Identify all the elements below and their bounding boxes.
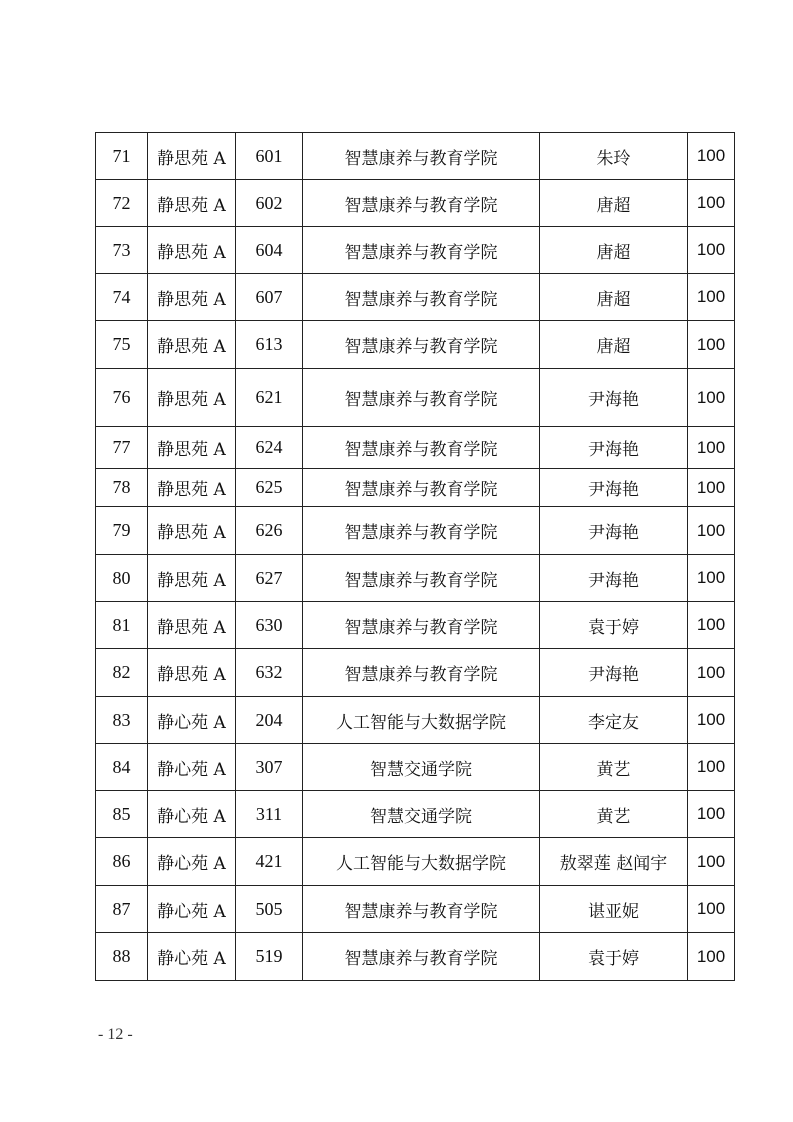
cell-building: 静心苑 A (148, 697, 236, 744)
cell-building: 静思苑 A (148, 180, 236, 227)
cell-serial-number: 82 (96, 649, 148, 697)
cell-score: 100 (688, 602, 735, 649)
cell-building: 静思苑 A (148, 321, 236, 369)
cell-room-number: 607 (236, 274, 303, 321)
cell-room-number: 519 (236, 933, 303, 981)
cell-college: 智慧康养与教育学院 (303, 133, 540, 180)
cell-serial-number: 85 (96, 791, 148, 838)
cell-counselor: 尹海艳 (540, 369, 688, 427)
cell-room-number: 505 (236, 886, 303, 933)
cell-building: 静思苑 A (148, 507, 236, 555)
cell-counselor: 尹海艳 (540, 469, 688, 507)
cell-counselor: 黄艺 (540, 791, 688, 838)
cell-college: 智慧康养与教育学院 (303, 369, 540, 427)
table-row (96, 274, 735, 321)
cell-counselor: 黄艺 (540, 744, 688, 791)
cell-serial-number: 75 (96, 321, 148, 369)
table-row (96, 369, 735, 427)
table-row (96, 180, 735, 227)
cell-room-number: 632 (236, 649, 303, 697)
table-row (96, 838, 735, 886)
cell-college: 智慧康养与教育学院 (303, 649, 540, 697)
cell-room-number: 311 (236, 791, 303, 838)
cell-college: 人工智能与大数据学院 (303, 838, 540, 886)
cell-building: 静思苑 A (148, 227, 236, 274)
cell-room-number: 604 (236, 227, 303, 274)
cell-serial-number: 83 (96, 697, 148, 744)
cell-serial-number: 71 (96, 133, 148, 180)
cell-college: 智慧康养与教育学院 (303, 507, 540, 555)
cell-college: 智慧康养与教育学院 (303, 602, 540, 649)
cell-serial-number: 77 (96, 427, 148, 469)
cell-serial-number: 79 (96, 507, 148, 555)
cell-building: 静思苑 A (148, 602, 236, 649)
cell-room-number: 624 (236, 427, 303, 469)
cell-counselor: 唐超 (540, 227, 688, 274)
page-number: - 12 - (98, 1026, 133, 1043)
cell-college: 智慧康养与教育学院 (303, 180, 540, 227)
cell-building: 静思苑 A (148, 469, 236, 507)
cell-counselor: 唐超 (540, 321, 688, 369)
cell-counselor: 袁于婷 (540, 602, 688, 649)
cell-room-number: 601 (236, 133, 303, 180)
cell-counselor: 袁于婷 (540, 933, 688, 981)
cell-college: 智慧康养与教育学院 (303, 933, 540, 981)
cell-score: 100 (688, 133, 735, 180)
table-row (96, 133, 735, 180)
cell-score: 100 (688, 180, 735, 227)
cell-counselor: 谌亚妮 (540, 886, 688, 933)
cell-room-number: 625 (236, 469, 303, 507)
cell-serial-number: 73 (96, 227, 148, 274)
cell-counselor: 朱玲 (540, 133, 688, 180)
cell-counselor: 唐超 (540, 274, 688, 321)
table-row (96, 469, 735, 507)
cell-room-number: 307 (236, 744, 303, 791)
cell-building: 静心苑 A (148, 838, 236, 886)
cell-score: 100 (688, 886, 735, 933)
cell-college: 智慧康养与教育学院 (303, 555, 540, 602)
cell-serial-number: 86 (96, 838, 148, 886)
cell-serial-number: 78 (96, 469, 148, 507)
cell-room-number: 204 (236, 697, 303, 744)
cell-score: 100 (688, 227, 735, 274)
cell-college: 智慧康养与教育学院 (303, 274, 540, 321)
cell-room-number: 626 (236, 507, 303, 555)
cell-counselor: 李定友 (540, 697, 688, 744)
cell-building: 静思苑 A (148, 274, 236, 321)
cell-college: 智慧交通学院 (303, 791, 540, 838)
table-row (96, 697, 735, 744)
cell-score: 100 (688, 427, 735, 469)
cell-counselor: 敖翠莲 赵闻宇 (540, 838, 688, 886)
cell-room-number: 621 (236, 369, 303, 427)
cell-building: 静思苑 A (148, 133, 236, 180)
cell-score: 100 (688, 469, 735, 507)
cell-serial-number: 74 (96, 274, 148, 321)
cell-building: 静思苑 A (148, 555, 236, 602)
cell-room-number: 613 (236, 321, 303, 369)
table-row (96, 649, 735, 697)
cell-score: 100 (688, 274, 735, 321)
cell-building: 静心苑 A (148, 886, 236, 933)
dormitory-inspection-table (95, 132, 735, 981)
cell-room-number: 421 (236, 838, 303, 886)
cell-room-number: 630 (236, 602, 303, 649)
cell-serial-number: 81 (96, 602, 148, 649)
table-row (96, 507, 735, 555)
cell-score: 100 (688, 791, 735, 838)
cell-score: 100 (688, 555, 735, 602)
table-row (96, 555, 735, 602)
table-row (96, 886, 735, 933)
cell-counselor: 尹海艳 (540, 427, 688, 469)
cell-serial-number: 88 (96, 933, 148, 981)
table-row (96, 791, 735, 838)
cell-college: 智慧交通学院 (303, 744, 540, 791)
cell-college: 智慧康养与教育学院 (303, 227, 540, 274)
cell-building: 静思苑 A (148, 369, 236, 427)
cell-score: 100 (688, 697, 735, 744)
cell-building: 静思苑 A (148, 649, 236, 697)
cell-college: 智慧康养与教育学院 (303, 321, 540, 369)
cell-score: 100 (688, 744, 735, 791)
cell-score: 100 (688, 321, 735, 369)
cell-serial-number: 84 (96, 744, 148, 791)
table-row (96, 227, 735, 274)
table-row (96, 744, 735, 791)
cell-room-number: 627 (236, 555, 303, 602)
table-row (96, 602, 735, 649)
cell-serial-number: 87 (96, 886, 148, 933)
cell-serial-number: 72 (96, 180, 148, 227)
cell-building: 静思苑 A (148, 427, 236, 469)
cell-college: 人工智能与大数据学院 (303, 697, 540, 744)
cell-building: 静心苑 A (148, 791, 236, 838)
cell-building: 静心苑 A (148, 744, 236, 791)
cell-building: 静心苑 A (148, 933, 236, 981)
cell-college: 智慧康养与教育学院 (303, 469, 540, 507)
cell-score: 100 (688, 369, 735, 427)
cell-score: 100 (688, 649, 735, 697)
cell-score: 100 (688, 838, 735, 886)
cell-counselor: 尹海艳 (540, 555, 688, 602)
table-row (96, 427, 735, 469)
cell-counselor: 尹海艳 (540, 649, 688, 697)
cell-college: 智慧康养与教育学院 (303, 886, 540, 933)
table-row (96, 933, 735, 981)
table-row (96, 321, 735, 369)
cell-counselor: 尹海艳 (540, 507, 688, 555)
table-body (96, 133, 735, 981)
cell-serial-number: 76 (96, 369, 148, 427)
cell-score: 100 (688, 507, 735, 555)
cell-serial-number: 80 (96, 555, 148, 602)
cell-college: 智慧康养与教育学院 (303, 427, 540, 469)
cell-score: 100 (688, 933, 735, 981)
cell-room-number: 602 (236, 180, 303, 227)
cell-counselor: 唐超 (540, 180, 688, 227)
